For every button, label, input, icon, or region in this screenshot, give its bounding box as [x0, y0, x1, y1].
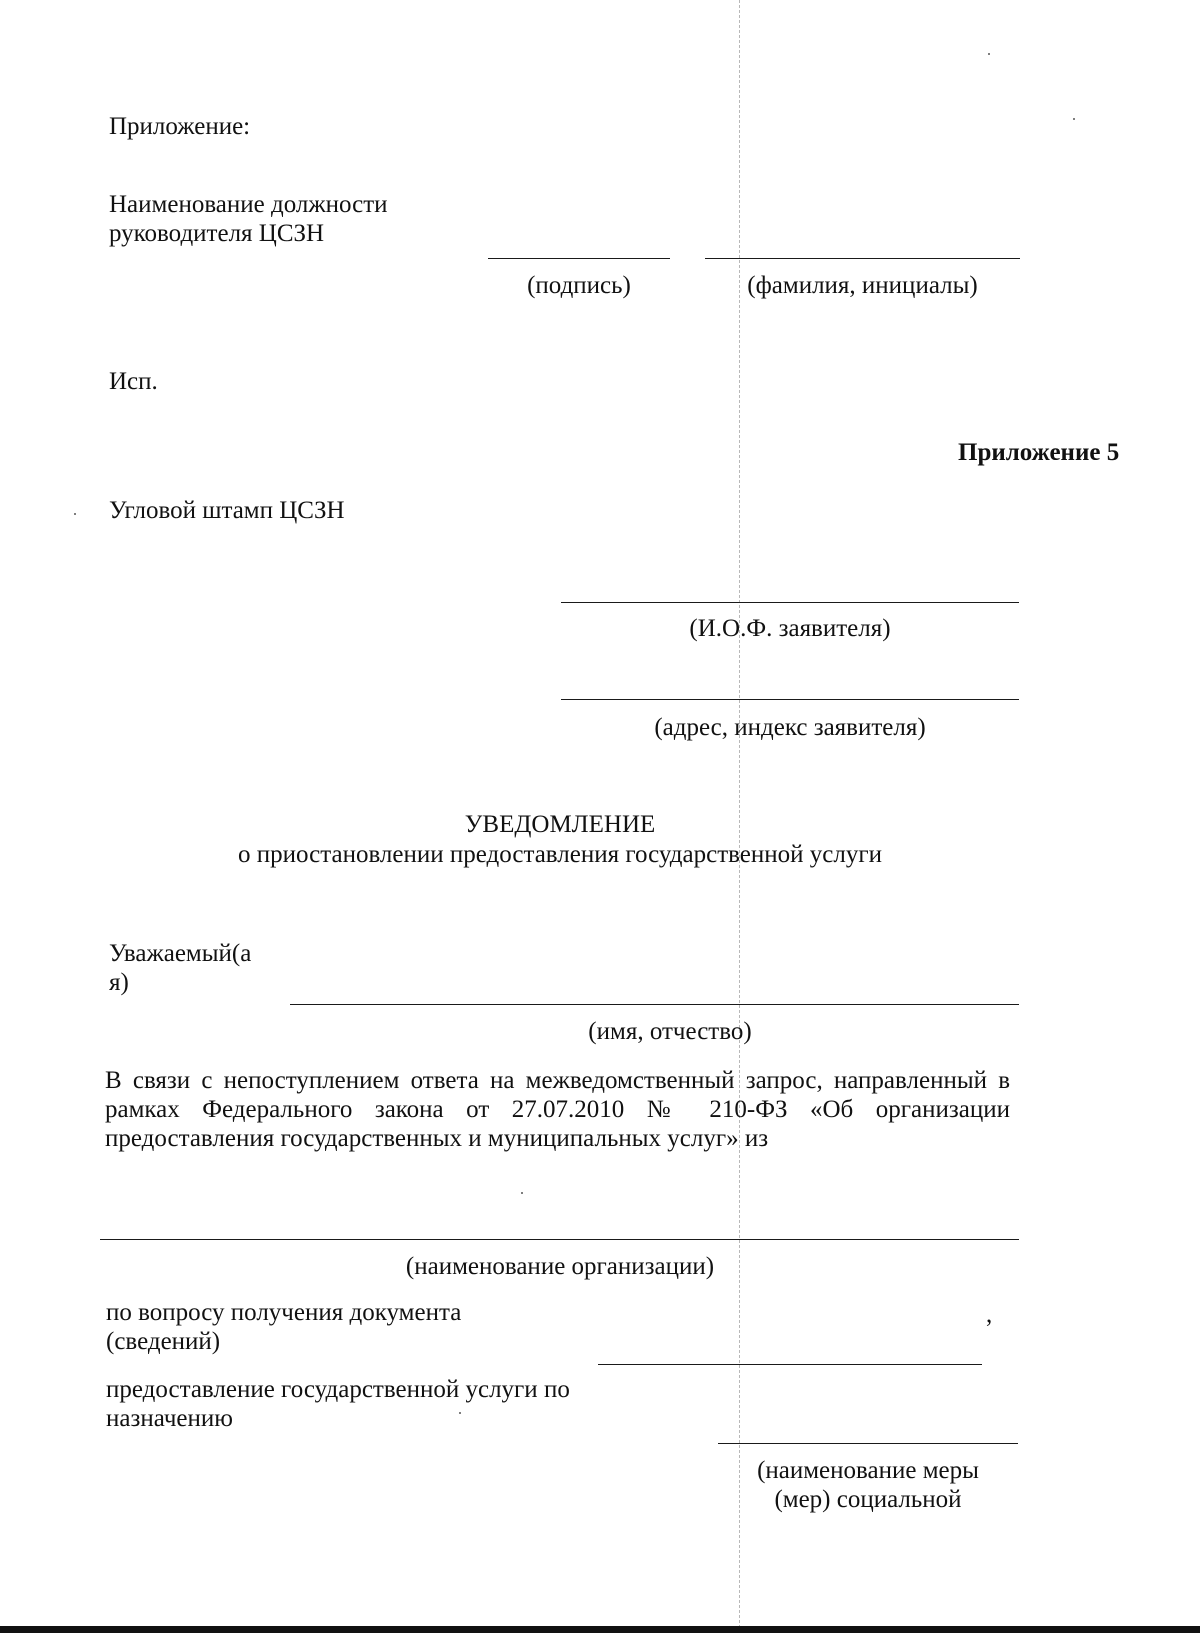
document-request-line2: (сведений) — [106, 1328, 221, 1355]
executor-label: Исп. — [109, 368, 158, 395]
document-name-line — [598, 1364, 982, 1365]
organization-caption: (наименование организации) — [405, 1253, 715, 1280]
applicant-address-caption: (адрес, индекс заявителя) — [654, 714, 926, 741]
signature-caption: (подпись) — [527, 272, 631, 299]
organization-line — [100, 1239, 1019, 1240]
body-paragraph: В связи с непоступлением ответа на межведомственный запрос, направленный в рамках Федерального закона от 27.07.2010 № 210-ФЗ «Об организации предоставления государственных и муниципальных услуг» из — [105, 1067, 1010, 1152]
position-title-line1: Наименование должности — [109, 191, 388, 218]
first-name-patronymic-caption: (имя, отчество) — [588, 1018, 752, 1045]
scan-speck — [1073, 118, 1075, 120]
scan-speck — [521, 1192, 523, 1194]
applicant-address-line — [561, 699, 1019, 700]
social-measure-caption-line1: (наименование меры — [757, 1457, 979, 1484]
first-name-patronymic-line — [290, 1004, 1019, 1005]
social-measure-line — [718, 1443, 1018, 1444]
greeting-line1: Уважаемый(а — [109, 940, 252, 967]
attachment-label: Приложение: — [109, 113, 251, 140]
applicant-name-caption: (И.О.Ф. заявителя) — [689, 615, 891, 642]
service-line1: предоставление государственной услуги по — [106, 1376, 570, 1403]
corner-stamp-label: Угловой штамп ЦСЗН — [109, 497, 345, 524]
appendix-title: Приложение 5 — [958, 439, 1120, 466]
notice-title: УВЕДОМЛЕНИЕ — [464, 811, 656, 838]
position-title-line2: руководителя ЦСЗН — [109, 220, 325, 247]
service-line2: назначению — [106, 1405, 233, 1432]
scan-speck — [988, 53, 990, 55]
applicant-name-line — [561, 602, 1019, 603]
notice-subtitle: о приостановлении предоставления государственной услуги — [238, 841, 882, 868]
scan-speck — [459, 1412, 461, 1414]
greeting-line2: я) — [109, 969, 129, 996]
document-request-line1: по вопросу получения документа — [106, 1299, 462, 1326]
name-initials-line — [705, 258, 1020, 259]
trailing-comma: , — [986, 1301, 993, 1328]
scan-speck — [74, 513, 76, 515]
scan-bottom-edge — [0, 1626, 1200, 1633]
social-measure-caption-line2: (мер) социальной — [774, 1486, 962, 1513]
name-initials-caption: (фамилия, инициалы) — [747, 272, 978, 299]
signature-line — [488, 258, 670, 259]
